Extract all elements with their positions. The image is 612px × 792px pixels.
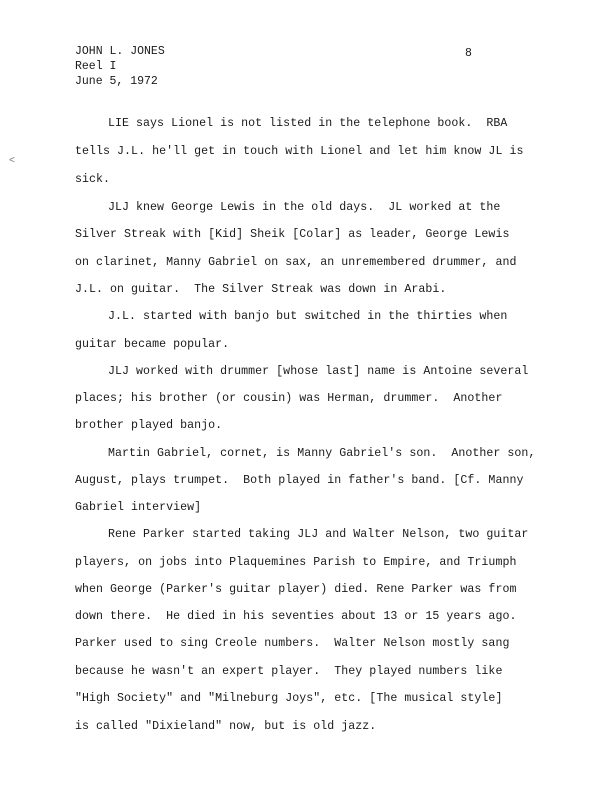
transcript-line: sick. bbox=[75, 173, 111, 186]
reel-label: Reel I bbox=[75, 60, 117, 73]
transcript-line: players, on jobs into Plaquemines Parish to Empire, and Triumph bbox=[75, 556, 517, 569]
transcript-line: Rene Parker started taking JLJ and Walter Nelson, two guitar bbox=[108, 528, 529, 541]
transcript-line: on clarinet, Manny Gabriel on sax, an unremembered drummer, and bbox=[75, 256, 517, 269]
transcript-line: because he wasn't an expert player. They played numbers like bbox=[75, 665, 503, 678]
page-number: 8 bbox=[465, 47, 472, 60]
transcript-line: Gabriel interview] bbox=[75, 501, 202, 514]
transcript-line: LIE says Lionel is not listed in the telephone book. RBA bbox=[108, 117, 508, 130]
transcript-line: J.L. started with banjo but switched in the thirties when bbox=[108, 310, 508, 323]
transcript-line: brother played banjo. bbox=[75, 419, 223, 432]
document-header bbox=[75, 44, 165, 89]
transcript-line: guitar became popular. bbox=[75, 338, 230, 351]
transcript-line: Parker used to sing Creole numbers. Walter Nelson mostly sang bbox=[75, 637, 510, 650]
transcript-line: August, plays trumpet. Both played in father's band. [Cf. Manny bbox=[75, 474, 524, 487]
interview-date: June 5, 1972 bbox=[75, 75, 158, 88]
transcript-line: JLJ knew George Lewis in the old days. JL worked at the bbox=[108, 201, 501, 214]
transcript-line: J.L. on guitar. The Silver Streak was down in Arabi. bbox=[75, 283, 447, 296]
transcript-line: is called "Dixieland" now, but is old jazz. bbox=[75, 720, 377, 733]
transcript-line: places; his brother (or cousin) was Herman, drummer. Another bbox=[75, 392, 503, 405]
transcript-line: Martin Gabriel, cornet, is Manny Gabriel's son. Another son, bbox=[108, 447, 536, 460]
transcript-line: Silver Streak with [Kid] Sheik [Colar] as leader, George Lewis bbox=[75, 228, 510, 241]
transcript-line: tells J.L. he'll get in touch with Lionel and let him know JL is bbox=[75, 145, 524, 158]
margin-mark: ˂ bbox=[9, 156, 16, 167]
transcript-line: when George (Parker's guitar player) died. Rene Parker was from bbox=[75, 583, 517, 596]
interviewee-name: JOHN L. JONES bbox=[75, 45, 165, 58]
transcript-line: JLJ worked with drummer [whose last] name is Antoine several bbox=[108, 365, 529, 378]
transcript-line: down there. He died in his seventies about 13 or 15 years ago. bbox=[75, 610, 517, 623]
transcript-line: "High Society" and "Milneburg Joys", etc. [The musical style] bbox=[75, 692, 503, 705]
